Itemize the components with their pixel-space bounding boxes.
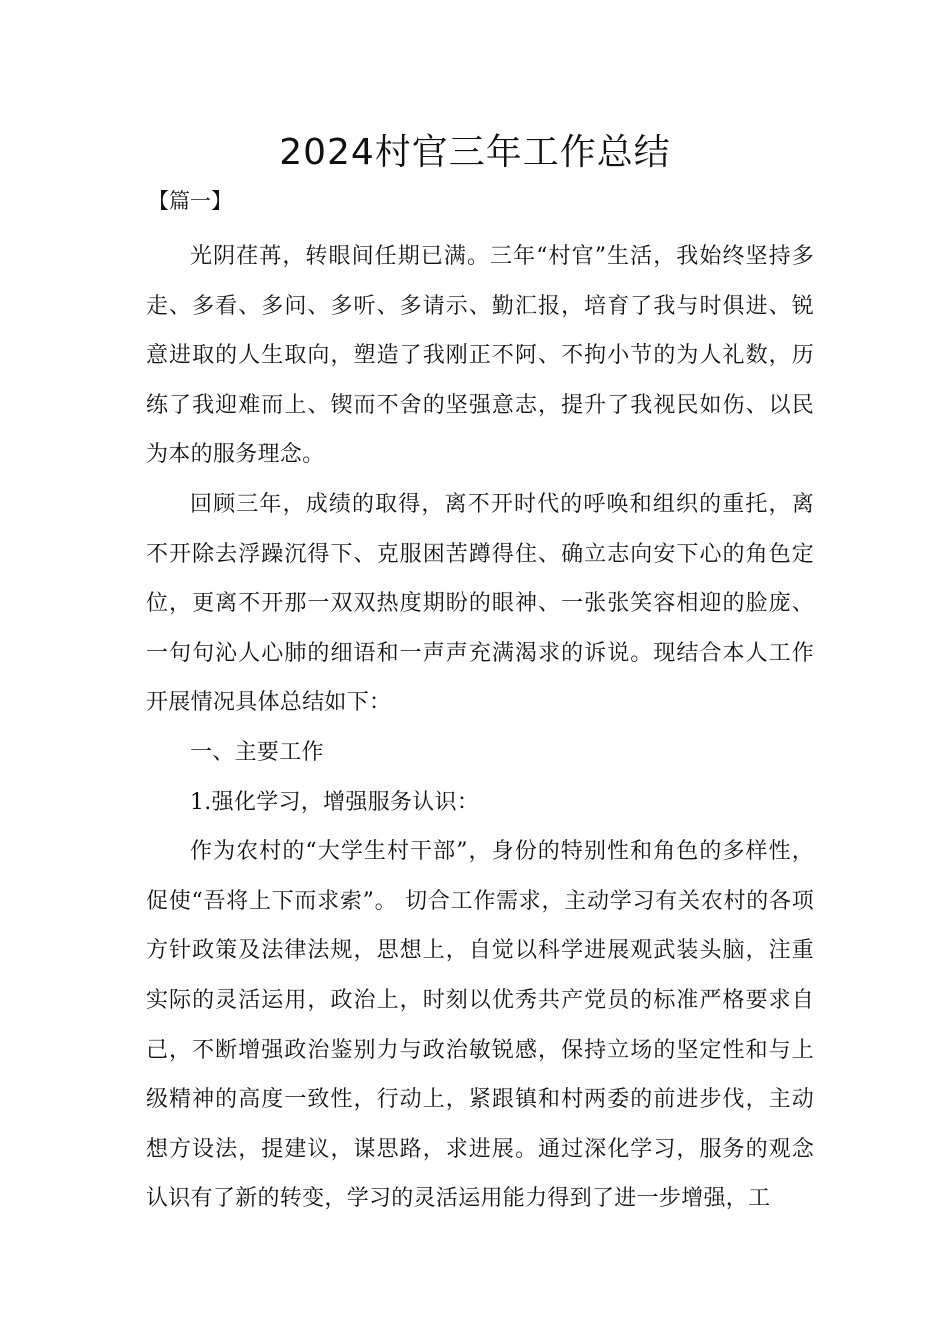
section-label: 【篇一】 [148, 189, 232, 213]
heading-main-work: 一、主要工作 [190, 739, 324, 765]
subheading-study: 1.强化学习，增强服务认识： [190, 789, 480, 815]
paragraph-intro: 光阴荏苒，转眼间任期已满。三年“村官”生活，我始终坚持多走、多看、多问、多听、多请示、勤汇报，培育了我与时俱进、锐意进取的人生取向，塑造了我刚正不阿、不拘小节的为人礼数，历练了我迎难而上、锲而不舍的坚强意志，提升了我视民如伤、以民为本的服务理念。 [146, 244, 814, 468]
paragraph-review: 回顾三年，成绩的取得，离不开时代的呼唤和组织的重托，离不开除去浮躁沉得下、克服困苦蹲得住、确立志向安下心的角色定位，更离不开那一双双热度期盼的眼神、一张张笑容相迎的脸庞、一句句沁人心肺的细语和一声声充满渴求的诉说。现结合本人工作开展情况具体总结如下： [146, 491, 814, 716]
document-body [146, 232, 814, 1224]
paragraph-study: 作为农村的“大学生村干部”，身份的特别性和角色的多样性，促使“吾将上下而求索”。 切合工作需求，主动学习有关农村的各项方针政策及法律法规，思想上，自觉以科学进展观武装头脑，注重实际的灵活运用，政治上，时刻以优秀共产党员的标准严格要求自己，不断增强政治鉴别力与政治敏锐感，保持立场的坚定性和与上级精神的高度一致性，行动上，紧跟镇和村两委的前进步伐，主动想方设法，提建议，谋思路，求进展。通过深化学习，服务的观念认识有了新的转变，学习的灵活运用能力得到了进一步增强，工 [146, 839, 814, 1212]
document-title: 2024村官三年工作总结 [279, 132, 671, 173]
